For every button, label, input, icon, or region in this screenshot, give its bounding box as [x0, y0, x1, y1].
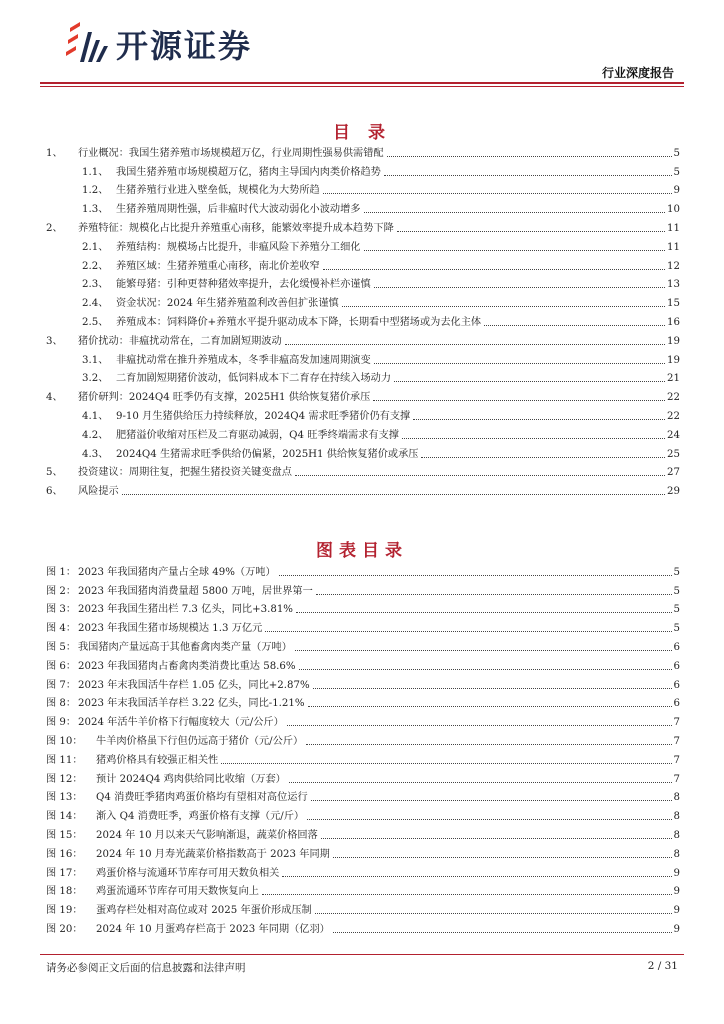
toc-section-label: 9-10 月生猪供给压力持续释放，2024Q4 需求旺季猪价仍有支撑	[116, 410, 411, 422]
toc-section-label: 生猪养殖行业进入壁垒低，规模化为大势所趋	[116, 185, 320, 197]
figure-entry-label: 鸡蛋流通环节库存可用天数恢复向上	[96, 886, 259, 898]
dot-leader	[323, 269, 665, 270]
toc-section-page: 5	[673, 166, 680, 178]
toc-section-label: 2024Q4 生猪需求旺季供给仍偏紧，2025H1 供给恢复猪价或承压	[116, 448, 419, 460]
toc-chapter-num: 3、	[46, 335, 63, 347]
toc-section-num: 4.2、	[82, 429, 109, 441]
figure-entry-label: 2023 年我国猪肉占畜禽肉类消费比重达 58.6%	[78, 660, 296, 672]
figure-entry-num: 图 1：	[46, 566, 77, 578]
toc-chapter-num: 1、	[46, 147, 63, 159]
dot-leader	[122, 494, 665, 495]
toc-section-label: 资金状况：2024 年生猪养殖盈利改善但扩张谨慎	[116, 298, 339, 310]
figure-entry-page: 7	[673, 717, 680, 729]
toc-section[interactable]	[46, 367, 680, 386]
dot-leader	[285, 344, 665, 345]
dot-leader	[397, 231, 665, 232]
dot-leader	[484, 325, 665, 326]
figure-entry-num: 图 9：	[46, 717, 77, 729]
figure-entry-page: 9	[673, 886, 680, 898]
toc-section-page: 16	[667, 316, 680, 328]
toc-section-label: 生猪养殖周期性强，后非瘟时代大波动弱化小波动增多	[116, 204, 361, 216]
figure-entry-num: 图 6：	[46, 660, 77, 672]
figure-entry-page: 9	[673, 867, 680, 879]
header-divider-thin	[40, 86, 684, 87]
figure-entry-label: 2023 年我国生猪出栏 7.3 亿头，同比+3.81%	[78, 604, 293, 616]
figure-entry-label: 猪鸡价格具有较强正相关性	[96, 754, 219, 766]
toc-section-num: 1.2、	[82, 185, 109, 197]
figures-title: 图表目录	[316, 541, 408, 561]
toc-section-label: 能繁母猪：引种更替种猪效率提升，去化缓慢补栏亦谨慎	[116, 279, 371, 291]
toc-chapter-num: 5、	[46, 467, 63, 479]
figure-entry-num: 图 2：	[46, 585, 77, 597]
dot-leader	[364, 212, 666, 213]
figure-entry[interactable]	[46, 560, 680, 579]
toc-chapter-page: 19	[667, 335, 680, 347]
toc-section[interactable]	[46, 197, 680, 216]
toc-chapter-num: 4、	[46, 392, 63, 404]
toc-section-num: 2.4、	[82, 298, 109, 310]
toc-chapter[interactable]	[46, 461, 680, 480]
dot-leader	[402, 438, 665, 439]
toc-section-num: 2.3、	[82, 279, 109, 291]
figure-entry-label: 我国猪肉产量远高于其他畜禽肉类产量（万吨）	[78, 641, 292, 653]
toc-section-page: 15	[667, 298, 680, 310]
toc-section[interactable]	[46, 404, 680, 423]
dot-leader	[384, 175, 672, 176]
figure-entry-label: Q4 消费旺季猪肉鸡蛋价格均有望相对高位运行	[96, 792, 308, 804]
figure-entry-num: 图 16：	[46, 848, 83, 860]
toc-chapter-label: 行业概况：我国生猪养殖市场规模超万亿，行业周期性强易供需错配	[78, 147, 384, 159]
figure-entry[interactable]	[46, 654, 680, 673]
figure-entry[interactable]	[46, 710, 680, 729]
toc-section-num: 2.2、	[82, 260, 109, 272]
toc-chapter[interactable]	[46, 216, 680, 235]
toc-section-page: 13	[667, 279, 680, 291]
dot-leader	[374, 363, 665, 364]
figure-entry[interactable]	[46, 767, 680, 786]
toc-section-num: 1.3、	[82, 204, 109, 216]
figure-entry[interactable]	[46, 898, 680, 917]
table-of-contents	[46, 141, 680, 498]
dot-leader	[394, 381, 665, 382]
dot-leader	[321, 838, 672, 839]
figure-entry-label: 2023 年我国生猪市场规模达 1.3 万亿元	[78, 623, 263, 635]
figure-entry[interactable]	[46, 635, 680, 654]
toc-section-page: 25	[667, 448, 680, 460]
figure-entry-label: 渐入 Q4 消费旺季，鸡蛋价格有支撑（元/斤）	[96, 811, 305, 823]
dot-leader	[342, 306, 665, 307]
toc-chapter-label: 养殖特征：规模化占比提升养殖重心南移，能繁效率提升成本趋势下降	[78, 222, 394, 234]
figure-entry-num: 图 19：	[46, 905, 83, 917]
figure-entry-page: 5	[673, 566, 680, 578]
figure-entry-label: 2023 年末我国活牛存栏 1.05 亿头，同比+2.87%	[78, 679, 310, 691]
figure-list	[46, 560, 680, 936]
figure-entry-num: 图 12：	[46, 773, 83, 785]
figure-entry-page: 6	[673, 679, 680, 691]
dot-leader	[323, 193, 672, 194]
dot-leader	[262, 894, 672, 895]
figure-entry[interactable]	[46, 804, 680, 823]
dot-leader	[387, 156, 672, 157]
toc-chapter-label: 投资建议：周期往复，把握生猪投资关键变盘点	[78, 467, 292, 479]
figure-entry-page: 5	[673, 604, 680, 616]
dot-leader	[279, 575, 672, 576]
toc-section[interactable]	[46, 254, 680, 273]
figure-entry[interactable]	[46, 579, 680, 598]
figure-entry[interactable]	[46, 598, 680, 617]
page-number: 2 / 31	[647, 960, 678, 972]
figure-entry-num: 图 5：	[46, 641, 77, 653]
toc-section[interactable]	[46, 423, 680, 442]
figure-entry[interactable]	[46, 616, 680, 635]
dot-leader	[289, 782, 672, 783]
toc-chapter-num: 6、	[46, 486, 63, 498]
toc-section-page: 9	[673, 185, 680, 197]
toc-section-num: 4.1、	[82, 410, 109, 422]
figure-entry[interactable]	[46, 748, 680, 767]
toc-section-label: 非瘟扰动常在推升养殖成本，冬季非瘟高发加速周期演变	[116, 354, 371, 366]
toc-section-label: 养殖区域：生猪养殖重心南移，南北价差收窄	[116, 260, 320, 272]
figure-entry-label: 鸡蛋价格与流通环节库存可用天数负相关	[96, 867, 280, 879]
toc-section-label: 养殖成本：饲料降价+养殖水平提升驱动成本下降，长期看中型猪场或为去化主体	[116, 316, 482, 328]
figure-entry-label: 预计 2024Q4 鸡肉供给同比收缩（万套）	[96, 773, 286, 785]
dot-leader	[311, 800, 672, 801]
figure-entry[interactable]	[46, 823, 680, 842]
figure-entry-page: 6	[673, 698, 680, 710]
toc-chapter-page: 27	[667, 467, 680, 479]
figure-entry[interactable]	[46, 692, 680, 711]
toc-chapter-page: 11	[667, 222, 680, 234]
toc-chapter-label: 猪价扰动：非瘟扰动常在，二育加剧短期波动	[78, 335, 282, 347]
dot-leader	[299, 669, 672, 670]
figure-entry-page: 8	[673, 829, 680, 841]
toc-section-label: 养殖结构：规模场占比提升，非瘟风险下养殖分工细化	[116, 241, 361, 253]
toc-section-page: 10	[667, 204, 680, 216]
toc-section-page: 24	[667, 429, 680, 441]
toc-chapter-page: 22	[667, 392, 680, 404]
toc-section-num: 3.1、	[82, 354, 109, 366]
figure-entry-page: 9	[673, 905, 680, 917]
figure-entry-page: 5	[673, 623, 680, 635]
logo-text: 开源证券	[116, 27, 253, 65]
figure-entry-page: 5	[673, 585, 680, 597]
figure-entry-page: 8	[673, 811, 680, 823]
figure-entry-num: 图 15：	[46, 829, 83, 841]
toc-chapter[interactable]	[46, 141, 680, 160]
dot-leader	[287, 725, 672, 726]
dot-leader	[421, 457, 665, 458]
footer-divider	[40, 954, 684, 955]
figure-entry-label: 2023 年末我国活羊存栏 3.22 亿头，同比-1.21%	[78, 698, 305, 710]
dot-leader	[315, 913, 672, 914]
figure-entry-page: 7	[673, 754, 680, 766]
dot-leader	[316, 594, 672, 595]
dot-leader	[307, 819, 671, 820]
figure-entry-num: 图 20：	[46, 923, 83, 935]
figure-entry[interactable]	[46, 842, 680, 861]
figure-entry[interactable]	[46, 861, 680, 880]
toc-chapter[interactable]	[46, 479, 680, 498]
figure-entry-label: 2024 年 10 月寿光蔬菜价格指数高于 2023 年同期	[96, 848, 330, 860]
toc-section[interactable]	[46, 291, 680, 310]
dot-leader	[308, 706, 672, 707]
toc-section[interactable]	[46, 348, 680, 367]
toc-section-page: 12	[667, 260, 680, 272]
dot-leader	[333, 932, 672, 933]
dot-leader	[295, 650, 672, 651]
header-divider	[40, 82, 684, 84]
figure-entry-page: 6	[673, 641, 680, 653]
figure-entry-num: 图 11：	[46, 754, 83, 766]
toc-section[interactable]	[46, 273, 680, 292]
figure-entry-num: 图 17：	[46, 867, 83, 879]
figure-entry-label: 牛羊肉价格虽下行但仍远高于猪价（元/公斤）	[96, 735, 304, 747]
dot-leader	[306, 744, 671, 745]
toc-section[interactable]	[46, 310, 680, 329]
toc-section[interactable]	[46, 179, 680, 198]
logo-mark-icon	[62, 22, 112, 66]
toc-section-page: 21	[667, 373, 680, 385]
toc-chapter-page: 5	[673, 147, 680, 159]
toc-chapter[interactable]	[46, 385, 680, 404]
figure-entry-num: 图 4：	[46, 623, 77, 635]
toc-section-page: 22	[667, 410, 680, 422]
footer-disclaimer: 请务必参阅正文后面的信息披露和法律声明	[46, 962, 246, 974]
toc-chapter[interactable]	[46, 329, 680, 348]
toc-section-label: 二育加剧短期猪价波动，低饲料成本下二育存在持续入场动力	[116, 373, 392, 385]
dot-leader	[296, 612, 672, 613]
figure-entry-num: 图 8：	[46, 698, 77, 710]
figure-entry[interactable]	[46, 729, 680, 748]
figure-entry-page: 8	[673, 848, 680, 860]
dot-leader	[265, 631, 671, 632]
dot-leader	[221, 763, 671, 764]
figure-entry[interactable]	[46, 786, 680, 805]
toc-chapter-num: 2、	[46, 222, 63, 234]
toc-section-page: 19	[667, 354, 680, 366]
figure-entry-page: 7	[673, 735, 680, 747]
toc-section[interactable]	[46, 235, 680, 254]
figure-entry-label: 2023 年我国猪肉消费量超 5800 万吨，居世界第一	[78, 585, 313, 597]
figure-entry-num: 图 18：	[46, 886, 83, 898]
toc-section-num: 1.1、	[82, 166, 109, 178]
figure-entry-num: 图 14：	[46, 811, 83, 823]
dot-leader	[313, 688, 672, 689]
figure-entry-page: 6	[673, 660, 680, 672]
toc-section-label: 我国生猪养殖市场规模超万亿，猪肉主导国内肉类价格趋势	[116, 166, 381, 178]
dot-leader	[413, 419, 665, 420]
figure-entry-label: 2024 年活牛羊价格下行幅度较大（元/公斤）	[78, 717, 284, 729]
toc-chapter-label: 风险提示	[78, 486, 119, 498]
toc-chapter-page: 29	[667, 486, 680, 498]
toc-section[interactable]	[46, 160, 680, 179]
toc-section-page: 11	[667, 241, 680, 253]
dot-leader	[364, 250, 666, 251]
figure-entry-num: 图 10：	[46, 735, 83, 747]
dot-leader	[373, 400, 665, 401]
dot-leader	[333, 857, 672, 858]
figure-entry-label: 2024 年 10 月蛋鸡存栏高于 2023 年同期（亿羽）	[96, 923, 330, 935]
figure-entry-num: 图 13：	[46, 792, 83, 804]
figure-entry-page: 9	[673, 923, 680, 935]
dot-leader	[282, 876, 671, 877]
toc-section-num: 4.3、	[82, 448, 109, 460]
figure-entry-page: 7	[673, 773, 680, 785]
report-type-label: 行业深度报告	[601, 66, 674, 80]
figure-entry-num: 图 3：	[46, 604, 77, 616]
brand-logo	[62, 22, 272, 66]
toc-section-num: 3.2、	[82, 373, 109, 385]
figure-entry-label: 2024 年 10 月以来天气影响渐退，蔬菜价格回落	[96, 829, 318, 841]
dot-leader	[295, 475, 665, 476]
figure-entry-page: 8	[673, 792, 680, 804]
toc-section-num: 2.1、	[82, 241, 109, 253]
dot-leader	[374, 287, 665, 288]
toc-section-num: 2.5、	[82, 316, 109, 328]
figure-entry-label: 2023 年我国猪肉产量占全球 49%（万吨）	[78, 566, 276, 578]
figure-entry-num: 图 7：	[46, 679, 77, 691]
figure-entry[interactable]	[46, 673, 680, 692]
toc-section[interactable]	[46, 442, 680, 461]
toc-chapter-label: 猪价研判：2024Q4 旺季仍有支撑，2025H1 供给恢复猪价承压	[78, 392, 371, 404]
figure-entry-label: 蛋鸡存栏处相对高位或对 2025 年蛋价形成压制	[96, 905, 312, 917]
figure-entry[interactable]	[46, 880, 680, 899]
figure-entry[interactable]	[46, 917, 680, 936]
page-header	[0, 0, 724, 90]
toc-title: 目 录	[333, 123, 391, 143]
toc-section-label: 肥猪溢价收缩对压栏及二育驱动减弱，Q4 旺季终端需求有支撑	[116, 429, 399, 441]
